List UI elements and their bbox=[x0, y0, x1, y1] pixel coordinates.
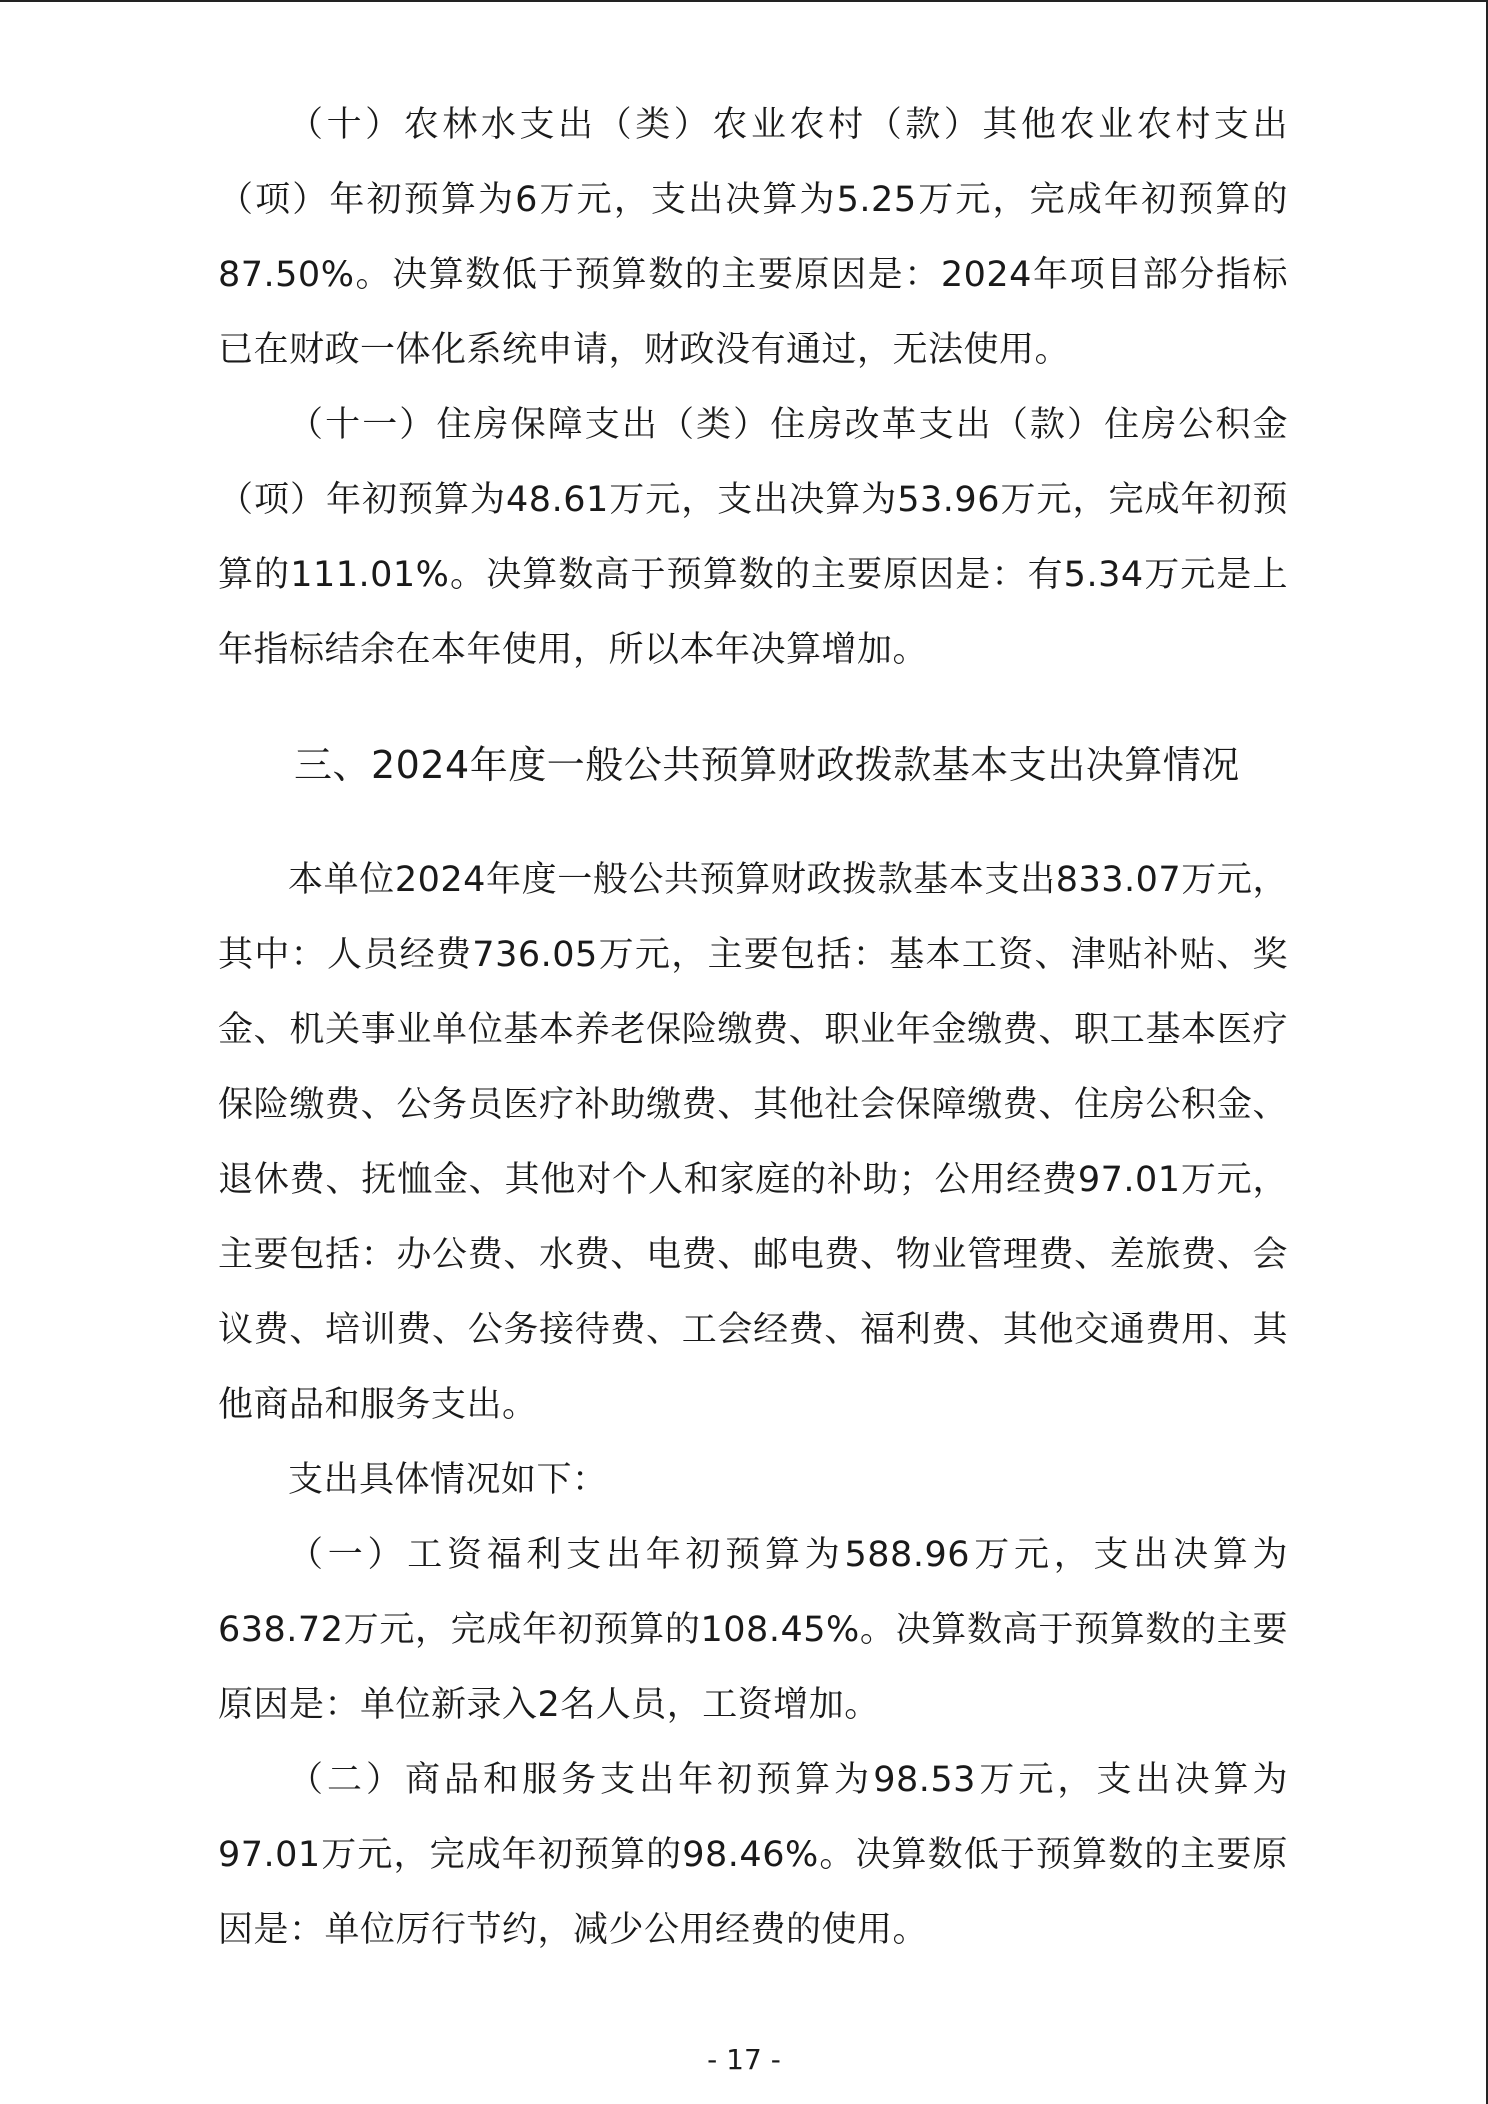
paragraph-salary-welfare: （一）工资福利支出年初预算为588.96万元，支出决算为638.72万元，完成年初预算的108.45%。决算数高于预算数的主要原因是：单位新录入2名人员，工资增加。 bbox=[218, 1535, 1288, 1725]
document-body bbox=[218, 88, 1288, 1968]
paragraph-goods-services: （二）商品和服务支出年初预算为98.53万元，支出决算为97.01万元，完成年初预算的98.46%。决算数低于预算数的主要原因是：单位厉行节约，减少公用经费的使用。 bbox=[218, 1760, 1288, 1950]
paragraph-basic-expense-summary: 本单位2024年度一般公共预算财政拨款基本支出833.07万元，其中：人员经费736.05万元，主要包括：基本工资、津贴补贴、奖金、机关事业单位基本养老保险缴费、职业年金缴费、职工基本医疗保险缴费、公务员医疗补助缴费、其他社会保障缴费、住房公积金、退休费、抚恤金、其他对个人和家庭的补助；公用经费97.01万元，主要包括：办公费、水费、电费、邮电费、物业管理费、差旅费、会议费、培训费、公务接待费、工会经费、福利费、其他交通费用、其他商品和服务支出。 bbox=[218, 860, 1288, 1425]
paragraph-agriculture-expense: （十）农林水支出（类）农业农村（款）其他农业农村支出（项）年初预算为6万元，支出决算为5.25万元，完成年初预算的87.50%。决算数低于预算数的主要原因是：2024年项目部分指标已在财政一体化系统申请，财政没有通过，无法使用。 bbox=[218, 105, 1288, 370]
paragraph-details-intro: 支出具体情况如下： bbox=[288, 1460, 608, 1500]
page-border-top bbox=[0, 0, 1488, 2]
section-heading: 三、2024年度一般公共预算财政拨款基本支出决算情况 bbox=[294, 743, 1240, 787]
page-number: - 17 - bbox=[707, 2043, 781, 2076]
paragraph-housing-expense: （十一）住房保障支出（类）住房改革支出（款）住房公积金（项）年初预算为48.61万元，支出决算为53.96万元，完成年初预算的111.01%。决算数高于预算数的主要原因是：有5.34万元是上年指标结余在本年使用，所以本年决算增加。 bbox=[218, 405, 1288, 670]
